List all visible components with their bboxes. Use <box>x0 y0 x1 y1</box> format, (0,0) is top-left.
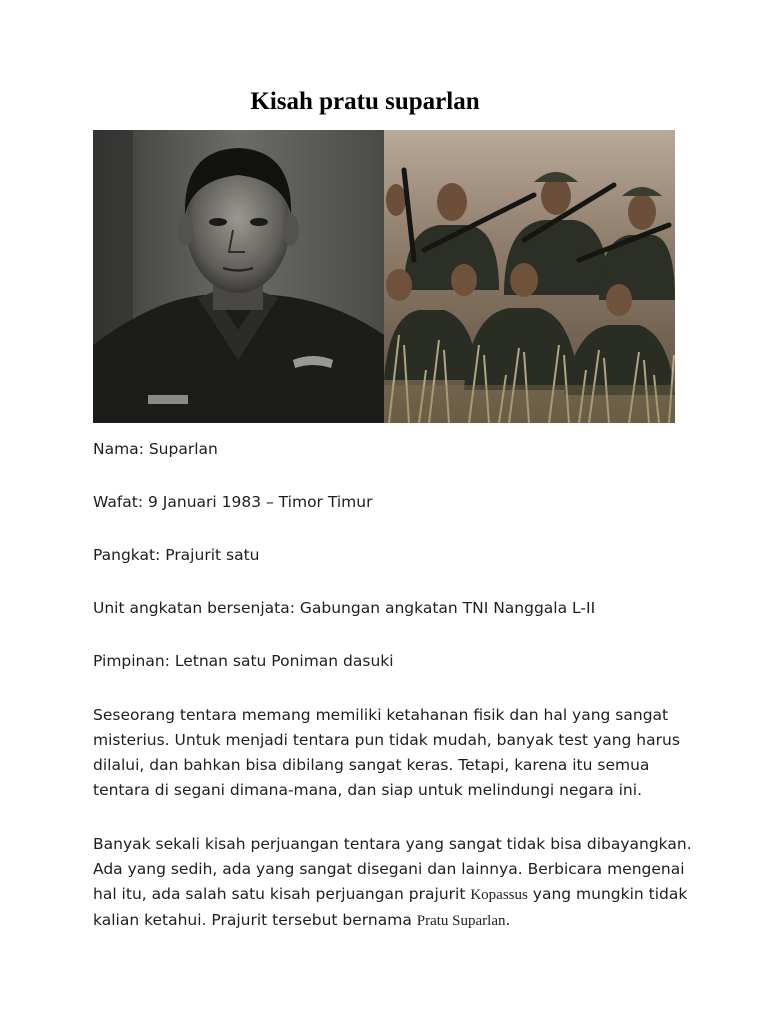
fact-commander: Pimpinan: Letnan satu Poniman dasuki <box>93 652 394 670</box>
paragraph-story-part2: yang mungkin tidak kalian ketahui. Prajurit tersebut bernama <box>93 885 688 929</box>
fact-unit: Unit angkatan bersenjata: Gabungan angkatan TNI Nanggala L-II <box>93 599 596 617</box>
fact-death: Wafat: 9 Januari 1983 – Timor Timur <box>93 493 373 511</box>
photo-strip <box>93 130 675 423</box>
emphasis-kopassus: Kopassus <box>470 887 528 903</box>
paragraph-intro: Seseorang tentara memang memiliki ketahanan fisik dan hal yang sangat misterius. Untuk menjadi tentara pun tidak mudah, banyak test yang harus dilalui, dan bahkan bisa dibilang sangat keras. Tetapi, karena itu semua tentara di segani dimana-mana, dan siap untuk melindungi negara ini. <box>93 706 680 799</box>
document-title: Kisah pratu suparlan <box>250 88 480 115</box>
emphasis-pratu-suparlan: Pratu Suparlan <box>416 913 506 929</box>
portrait-photo <box>93 130 384 423</box>
fact-rank: Pangkat: Prajurit satu <box>93 546 260 564</box>
paragraph-story-part1: Banyak sekali kisah perjuangan tentara yang sangat tidak bisa dibayangkan. Ada yang sedih, ada yang sangat disegani dan lainnya. Berbicara mengenai hal itu, ada salah satu kisah perjuangan prajurit <box>93 835 692 903</box>
paragraph-story <box>93 832 703 934</box>
soldiers-group-photo <box>384 130 675 423</box>
fact-name: Nama: Suparlan <box>93 440 218 458</box>
paragraph-story-part3: . <box>505 911 511 929</box>
